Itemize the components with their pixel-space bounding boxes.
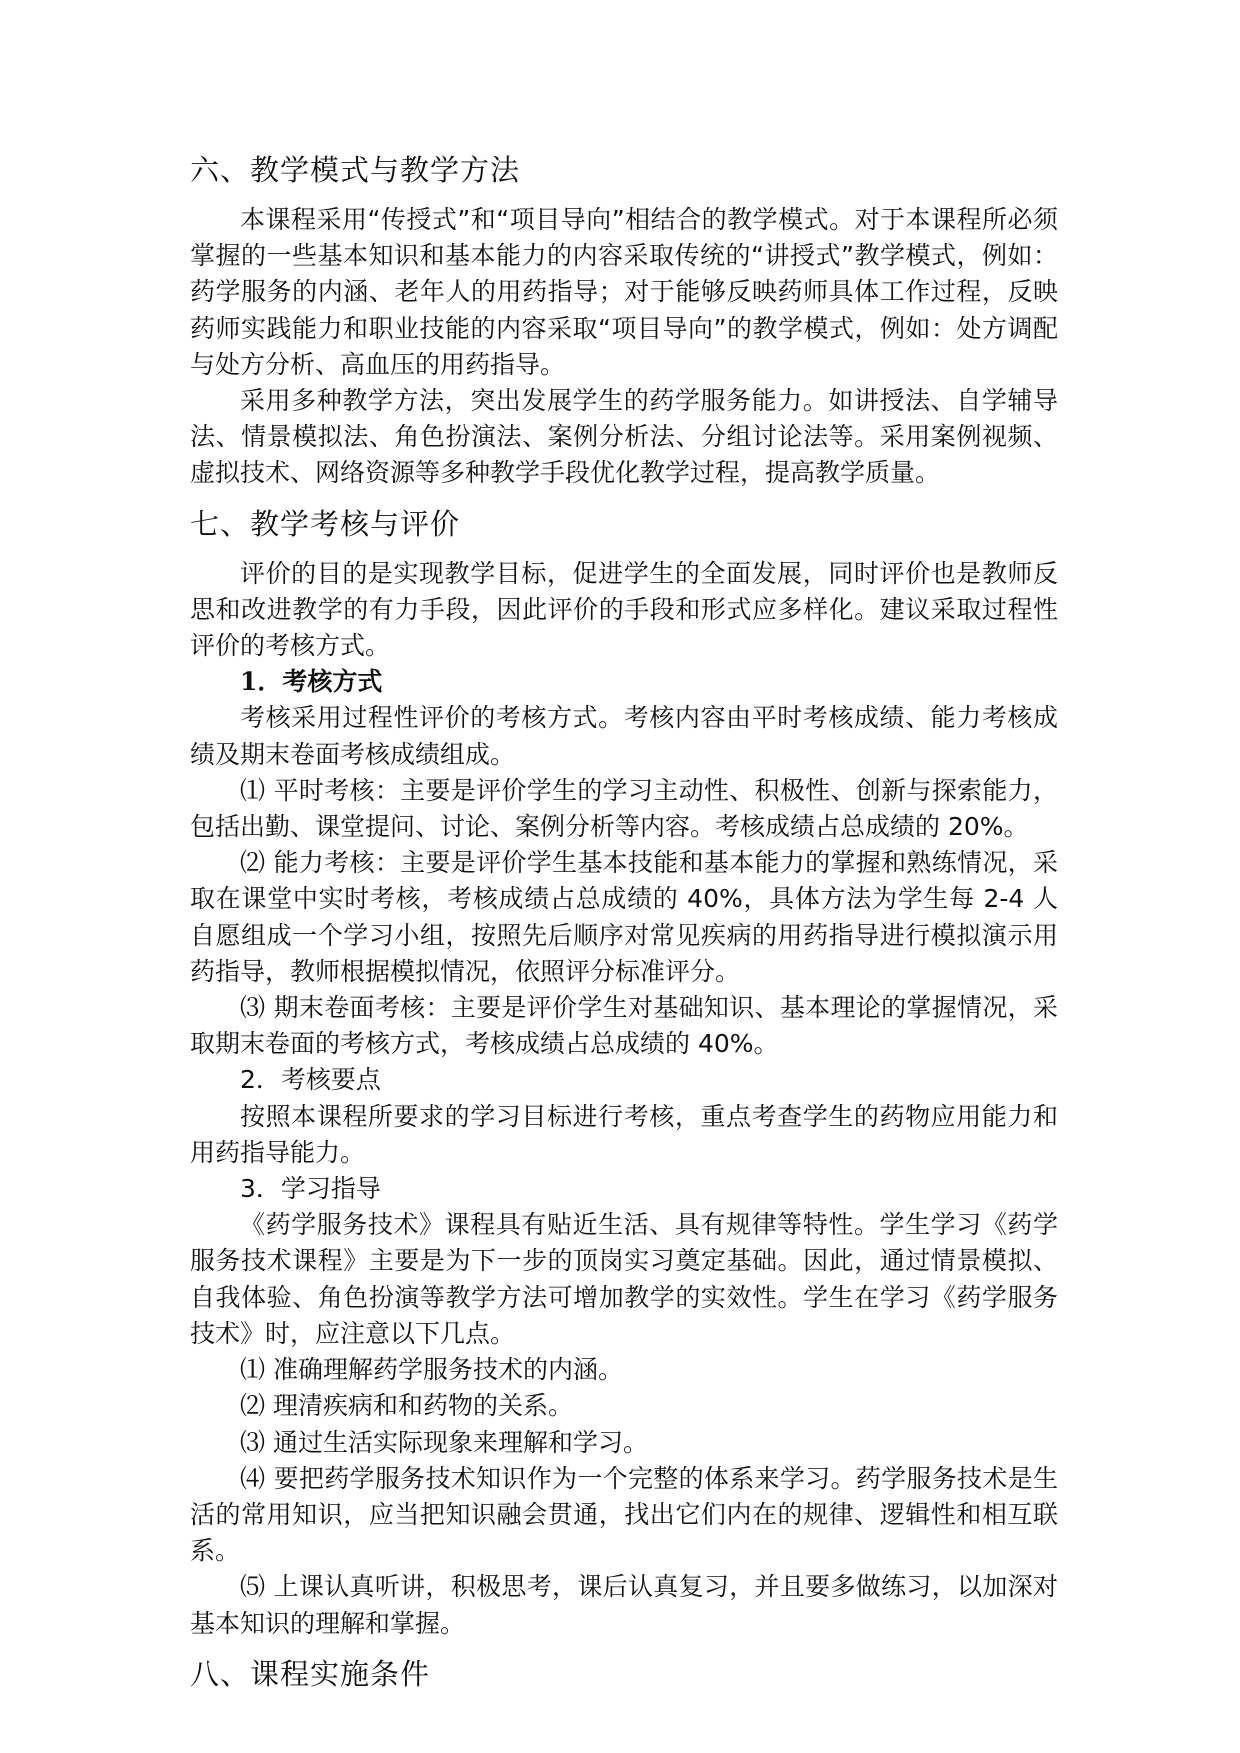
paragraph-study-guide-intro: 《药学服务技术》课程具有贴近生活、具有规律等特性。学生学习《药学服务技术课程》主要是为下一步的顶岗实习奠定基础。因此，通过情景模拟、自我体验、角色扮演等教学方法可增加教学的实效性。学生在学习《药学服务技术》时，应注意以下几点。	[190, 1210, 1058, 1348]
subsection-title-assessment-method: 1．考核方式	[240, 667, 383, 697]
paragraph-evaluation-intro: 评价的目的是实现教学目标，促进学生的全面发展，同时评价也是教师反思和改进教学的有力手段，因此评价的手段和形式应多样化。建议采取过程性评价的考核方式。	[190, 558, 1058, 661]
paragraph-assessment-points: 按照本课程所要求的学习目标进行考核，重点考查学生的药物应用能力和用药指导能力。	[190, 1101, 1058, 1167]
paragraph-assessment-intro: 考核采用过程性评价的考核方式。考核内容由平时考核成绩、能力考核成绩及期末卷面考核成绩组成。	[190, 703, 1058, 769]
list-item-guide-2: ⑵ 理清疾病和和药物的关系。	[240, 1391, 573, 1421]
list-item-guide-4: ⑷ 要把药学服务技术知识作为一个完整的体系来学习。药学服务技术是生活的常用知识，应当把知识融会贯通，找出它们内在的规律、逻辑性和相互联系。	[190, 1463, 1058, 1566]
list-item-ability-assessment: ⑵ 能力考核：主要是评价学生基本技能和基本能力的掌握和熟练情况，采取在课堂中实时考核，考核成绩占总成绩的 40%，具体方法为学生每 2-4 人自愿组成一个学习小组，按照先后顺序对常见疾病的用药指导进行模拟演示用药指导，教师根据模拟情况，依照评分标准评分。	[190, 848, 1058, 986]
list-item-guide-5: ⑸ 上课认真听讲，积极思考，课后认真复习，并且要多做练习，以加深对基本知识的理解和掌握。	[190, 1572, 1058, 1638]
paragraph-teaching-methods: 采用多种教学方法，突出发展学生的药学服务能力。如讲授法、自学辅导法、情景模拟法、角色扮演法、案例分析法、分组讨论法等。采用案例视频、虚拟技术、网络资源等多种教学手段优化教学过程，提高教学质量。	[190, 386, 1058, 488]
list-item-final-exam: ⑶ 期末卷面考核：主要是评价学生对基础知识、基本理论的掌握情况，采取期末卷面的考核方式，考核成绩占总成绩的 40%。	[190, 993, 1058, 1059]
list-item-regular-assessment: ⑴ 平时考核：主要是评价学生的学习主动性、积极性、创新与探索能力，包括出勤、课堂提问、讨论、案例分析等内容。考核成绩占总成绩的 20%。	[190, 775, 1058, 842]
document-page	[190, 150, 1058, 1706]
paragraph-teaching-mode: 本课程采用“传授式”和“项目导向”相结合的教学模式。对于本课程所必须掌握的一些基本知识和基本能力的内容采取传统的“讲授式”教学模式，例如：药学服务的内涵、老年人的用药指导；对于能够反映药师具体工作过程，反映药师实践能力和职业技能的内容采取“项目导向”的教学模式，例如：处方调配与处方分析、高血压的用药指导。	[190, 205, 1058, 379]
section-title-8: 八、课程实施条件	[190, 1656, 431, 1691]
section-title-7: 七、教学考核与评价	[190, 506, 461, 541]
list-item-guide-3: ⑶ 通过生活实际现象来理解和学习。	[240, 1427, 648, 1457]
subsection-title-assessment-points: 2．考核要点	[240, 1065, 381, 1095]
list-item-guide-1: ⑴ 准确理解药学服务技术的内涵。	[240, 1355, 623, 1385]
subsection-title-study-guide: 3．学习指导	[240, 1174, 381, 1204]
section-title-6: 六、教学模式与教学方法	[190, 153, 521, 187]
